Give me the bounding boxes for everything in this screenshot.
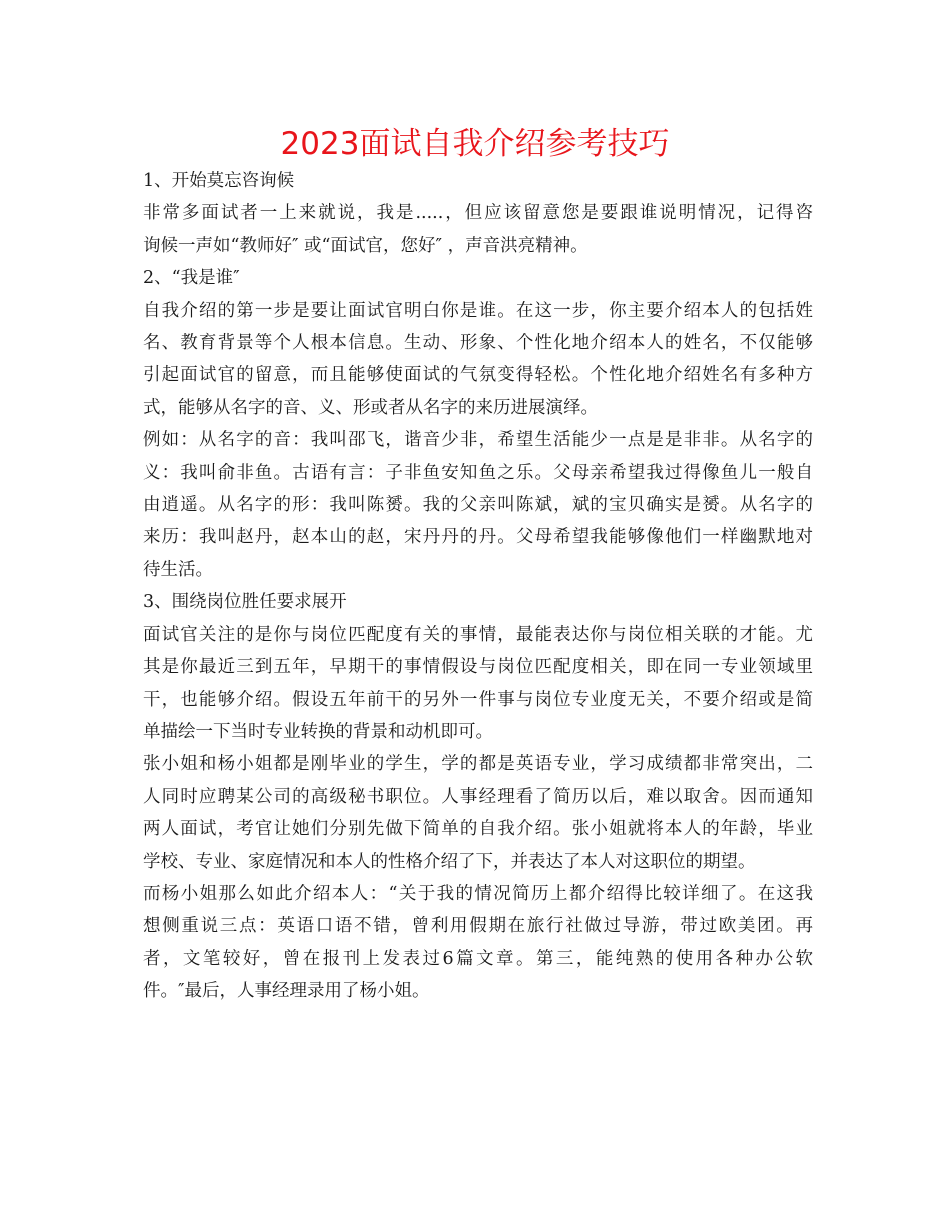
text-line: 来历：我叫赵丹，赵本山的赵，宋丹丹的丹。父母希望我能够像他们一样幽默地对	[143, 527, 813, 548]
text-line: 者，文笔较好，曾在报刊上发表过6篇文章。第三，能纯熟的使用各种办公软	[143, 948, 813, 969]
text-line: 式，能够从名字的音、义、形或者从名字的来历进展演绎。	[143, 397, 598, 418]
section-heading	[143, 262, 813, 294]
text-line: 名、教育背景等个人根本信息。生动、形象、个性化地介绍本人的姓名，不仅能够	[143, 333, 813, 354]
paragraph	[143, 619, 813, 749]
text-line: 2、“我是谁″	[143, 268, 240, 289]
text-line: 两人面试，考官让她们分别先做下简单的自我介绍。张小姐就将本人的年龄，毕业	[143, 819, 813, 840]
text-line: 由逍遥。从名字的形：我叫陈赟。我的父亲叫陈斌，斌的宝贝确实是赟。从名字的	[143, 495, 813, 516]
paragraph	[143, 748, 813, 878]
text-line: 张小姐和杨小姐都是刚毕业的学生，学的都是英语专业，学习成绩都非常突出，二	[143, 754, 813, 775]
document-title: 2023面试自我介绍参考技巧	[280, 126, 670, 162]
text-line: 3、围绕岗位胜任要求展开	[143, 592, 347, 613]
paragraph	[143, 295, 813, 425]
text-line: 待生活。	[143, 559, 213, 580]
document-body	[143, 165, 813, 1008]
text-line: 件。″最后，人事经理录用了杨小姐。	[143, 981, 430, 1002]
text-line: 自我介绍的第一步是要让面试官明白你是谁。在这一步，你主要介绍本人的包括姓	[143, 300, 813, 321]
text-line: 干，也能够介绍。假设五年前干的另外一件事与岗位专业度无关，不要介绍或是简	[143, 689, 813, 710]
text-line: 其是你最近三到五年，早期干的事情假设与岗位匹配度相关，即在同一专业领域里	[143, 657, 813, 678]
text-line: 面试官关注的是你与岗位匹配度有关的事情，最能表达你与岗位相关联的才能。尤	[143, 624, 813, 645]
text-line: 单描绘一下当时专业转换的背景和动机即可。	[143, 721, 493, 742]
text-line: 人同时应聘某公司的高级秘书职位。人事经理看了简历以后，难以取舍。因而通知	[143, 786, 813, 807]
text-line: 1、开始莫忘咨询候	[143, 171, 295, 191]
text-line: 例如：从名字的音：我叫邵飞，谐音少非，希望生活能少一点是是非非。从名字的	[143, 430, 813, 451]
text-line: 学校、专业、家庭情况和本人的性格介绍了下，并表达了本人对这职位的期望。	[143, 851, 756, 872]
paragraph	[143, 878, 813, 1008]
text-line: 想侧重说三点：英语口语不错，曾利用假期在旅行社做过导游，带过欧美团。再	[143, 916, 813, 937]
paragraph	[143, 424, 813, 586]
text-line: 引起面试官的留意，而且能够使面试的气氛变得轻松。个性化地介绍姓名有多种方	[143, 365, 813, 386]
text-line: 非常多面试者一上来就说，我是.....，但应该留意您是要跟谁说明情况，记得咨	[143, 203, 813, 224]
section-heading	[143, 586, 813, 618]
text-line: 询候一声如“教师好″ 或“面试官，您好″ ，声音洪亮精神。	[143, 235, 588, 256]
text-line: 而杨小姐那么如此介绍本人：“关于我的情况简历上都介绍得比较详细了。在这我	[143, 883, 813, 904]
text-line: 义：我叫俞非鱼。古语有言：子非鱼安知鱼之乐。父母亲希望我过得像鱼儿一般自	[143, 462, 813, 483]
section-heading	[143, 165, 813, 197]
paragraph	[143, 197, 813, 262]
